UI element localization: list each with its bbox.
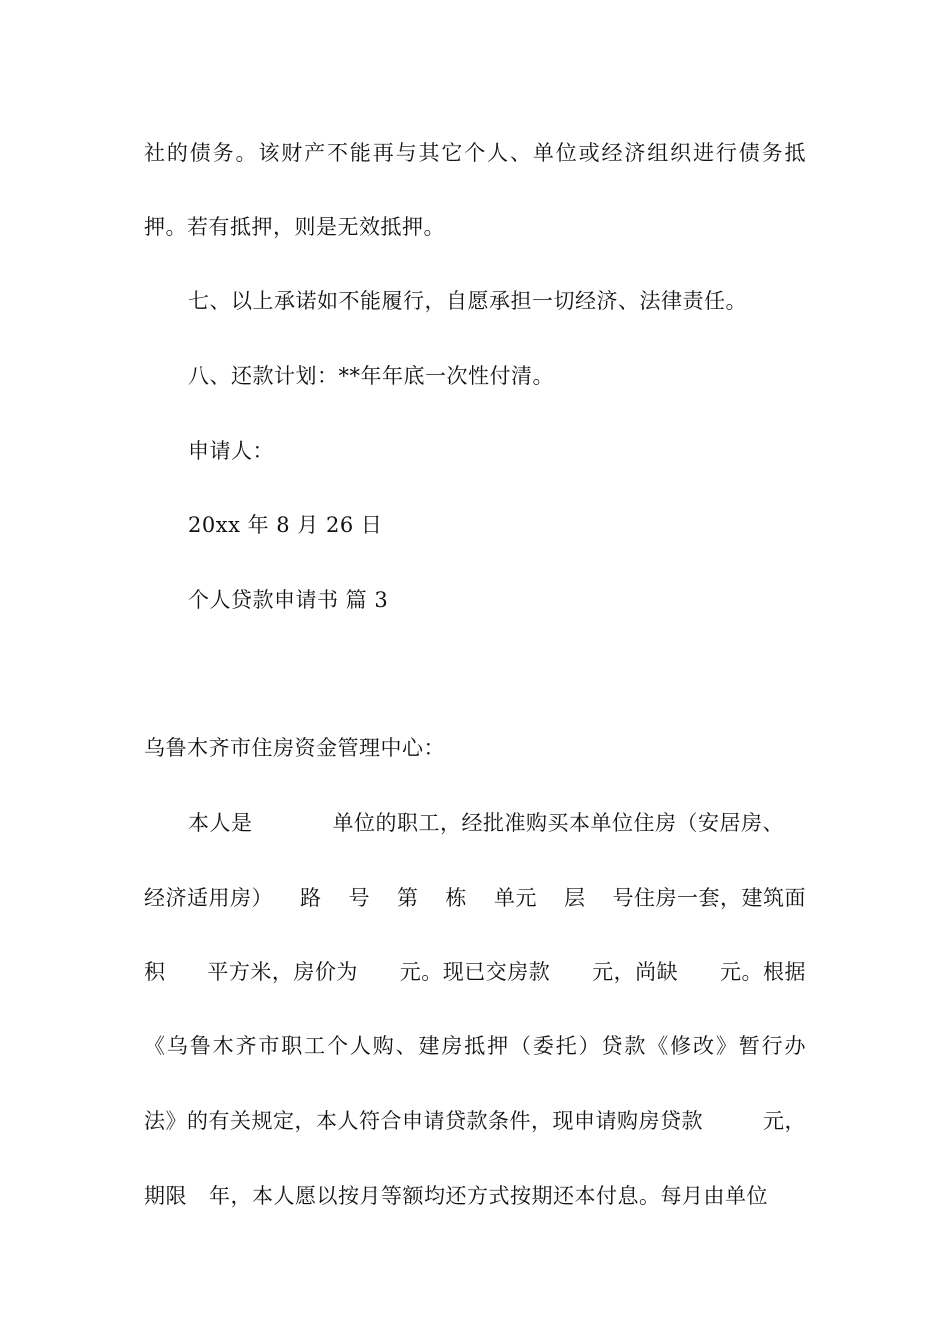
applicant-label: 申请人：	[188, 439, 274, 463]
clause-eight-repayment-plan: 八、还款计划：**年年底一次性付清。	[188, 364, 554, 388]
paragraph-line-6: 期限 年，本人愿以按月等额均还方式按期还本付息。每月由单位	[144, 1184, 768, 1208]
paragraph-line-4: 《乌鲁木齐市职工个人购、建房抵押（委托）贷款《修改》暂行办	[144, 1034, 806, 1058]
paragraph-line-2: 经济适用房） 路 号 第 栋 单元 层 号住房一套，建筑面	[144, 886, 806, 910]
date-line: 20xx 年 8 月 26 日	[188, 513, 383, 537]
text-line-2: 押。若有抵押，则是无效抵押。	[144, 215, 445, 239]
section-heading: 个人贷款申请书 篇 3	[188, 588, 389, 612]
clause-seven: 七、以上承诺如不能履行，自愿承担一切经济、法律责任。	[188, 289, 747, 313]
paragraph-line-3: 积 平方米，房价为 元。现已交房款 元，尚缺 元。根据	[144, 960, 806, 984]
addressee: 乌鲁木齐市住房资金管理中心：	[144, 736, 445, 760]
text-line-1: 社的债务。该财产不能再与其它个人、单位或经济组织进行债务抵	[144, 141, 806, 165]
paragraph-line-1: 本人是 单位的职工，经批准购买本单位住房（安居房、	[188, 811, 784, 835]
paragraph-line-5: 法》的有关规定，本人符合申请贷款条件，现申请购房贷款 元，	[144, 1109, 806, 1133]
